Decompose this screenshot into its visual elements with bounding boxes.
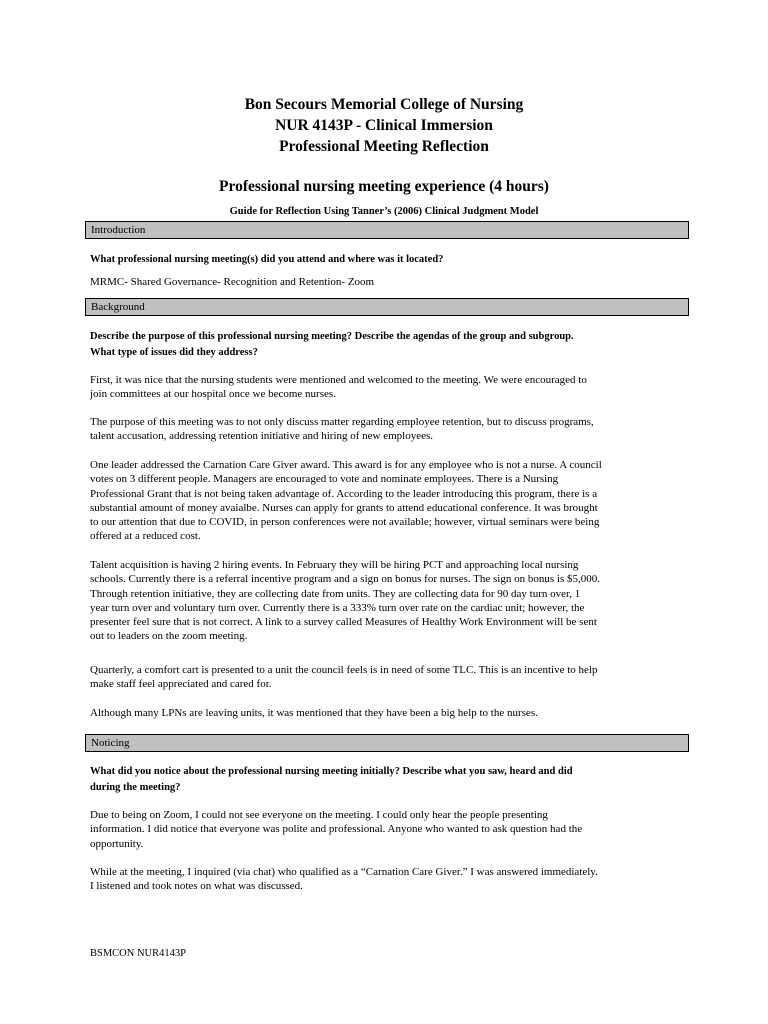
text-line: join committees at our hospital once we become nurses. [90, 388, 336, 401]
text-line: Due to being on Zoom, I could not see everyone on the meeting. I could only hear the people presenting [90, 809, 548, 821]
background-block [90, 329, 680, 361]
section-bar-introduction: Introduction [85, 221, 689, 239]
text-line: First, it was nice that the nursing students were mentioned and welcomed to the meeting. We were encouraged to [90, 374, 587, 386]
background-paragraph-5 [90, 663, 680, 692]
college-name: Bon Secours Memorial College of Nursing [244, 96, 524, 113]
introduction-question: What professional nursing meeting(s) did you attend and where was it located? [90, 254, 444, 265]
text-line: talent accusation, addressing retention initiative and hiring of new employees. [90, 430, 434, 443]
text-line: The purpose of this meeting was to not only discuss matter regarding employee retention, but to discuss programs, [90, 416, 594, 428]
noticing-question-line: What did you notice about the professional nursing meeting initially? Describe what you saw, heard and did [90, 766, 573, 777]
text-line: Through retention initiative, they are collecting date from units. They are collecting data for 90 day turn over, 1 [90, 587, 581, 600]
introduction-answer: MRMC- Shared Governance- Recognition and Retention- Zoom [90, 276, 375, 288]
background-paragraph-3 [90, 458, 680, 544]
text-line: Although many LPNs are leaving units, it was mentioned that they have been a big help to the nurses. [90, 707, 538, 719]
text-line: make staff feel appreciated and cared for. [90, 678, 272, 691]
background-paragraph-6 [90, 706, 680, 720]
text-line: votes on 3 different people. Managers are encouraged to vote and nominate employees. There is a Nursing [90, 473, 559, 486]
text-line: While at the meeting, I inquired (via chat) who qualified as a “Carnation Care Giver.” I was answered immediately. [90, 866, 598, 878]
page-footer: BSMCON NUR4143P [90, 948, 186, 959]
text-line: Professional Grant that is not being taken advantage of. According to the leader introducing this program, there is a [90, 487, 598, 500]
noticing-question-line: during the meeting? [90, 782, 181, 793]
document-title: Professional Meeting Reflection [279, 138, 489, 155]
text-line: out to leaders on the zoom meeting. [90, 630, 248, 643]
background-paragraph-1 [90, 373, 680, 402]
noticing-block [90, 764, 680, 796]
text-line: information. I did notice that everyone was polite and professional. Anyone who wanted to ask question had the [90, 823, 583, 836]
section-bar-noticing: Noticing [85, 734, 689, 752]
noticing-paragraph-2 [90, 865, 680, 894]
text-line: Quarterly, a comfort cart is presented to a unit the council feels is in need of some TLC. This is an incentive to help [90, 664, 598, 676]
text-line: substantial amount of money avaialbe. Nurses can apply for grants to attend educational conference. It was brought [90, 501, 598, 514]
introduction-block [90, 252, 680, 289]
background-paragraph-2 [90, 415, 680, 444]
text-line: One leader addressed the Carnation Care Giver award. This award is for any employee who is not a nurse. A council [90, 459, 602, 471]
text-line: opportunity. [90, 837, 144, 850]
text-line: I listened and took notes on what was discussed. [90, 880, 303, 893]
background-paragraph-4 [90, 558, 680, 644]
text-line: Talent acquisition is having 2 hiring events. In February they will be hiring PCT and approaching local nursing [90, 559, 579, 571]
background-question-line: What type of issues did they address? [90, 347, 258, 358]
guide-heading: Guide for Reflection Using Tanner’s (2006) Clinical Judgment Model [229, 206, 539, 217]
course-title: NUR 4143P - Clinical Immersion [275, 117, 493, 134]
background-question-line: Describe the purpose of this professional nursing meeting? Describe the agendas of the group and subgroup. [90, 331, 574, 342]
section-bar-background: Background [85, 298, 689, 316]
document-header [0, 94, 768, 157]
text-line: presenter feel sure that is not correct. A link to a survey called Measures of Healthy Work Environment will be sent [90, 616, 597, 629]
text-line: schools. Currently there is a referral incentive program and a sign on bonus for nurses. The sign on bonus is $5,000. [90, 573, 600, 586]
text-line: offered at a reduced cost. [90, 530, 201, 543]
text-line: year turn over and voluntary turn over. Currently there is a 333% turn over rate on the cardiac unit; however, the [90, 601, 585, 614]
text-line: to our attention that due to COVID, in person conferences were not available; however, virtual seminars were being [90, 516, 600, 529]
noticing-paragraph-1 [90, 808, 680, 851]
document-subtitle: Professional nursing meeting experience (4 hours) [219, 178, 549, 195]
